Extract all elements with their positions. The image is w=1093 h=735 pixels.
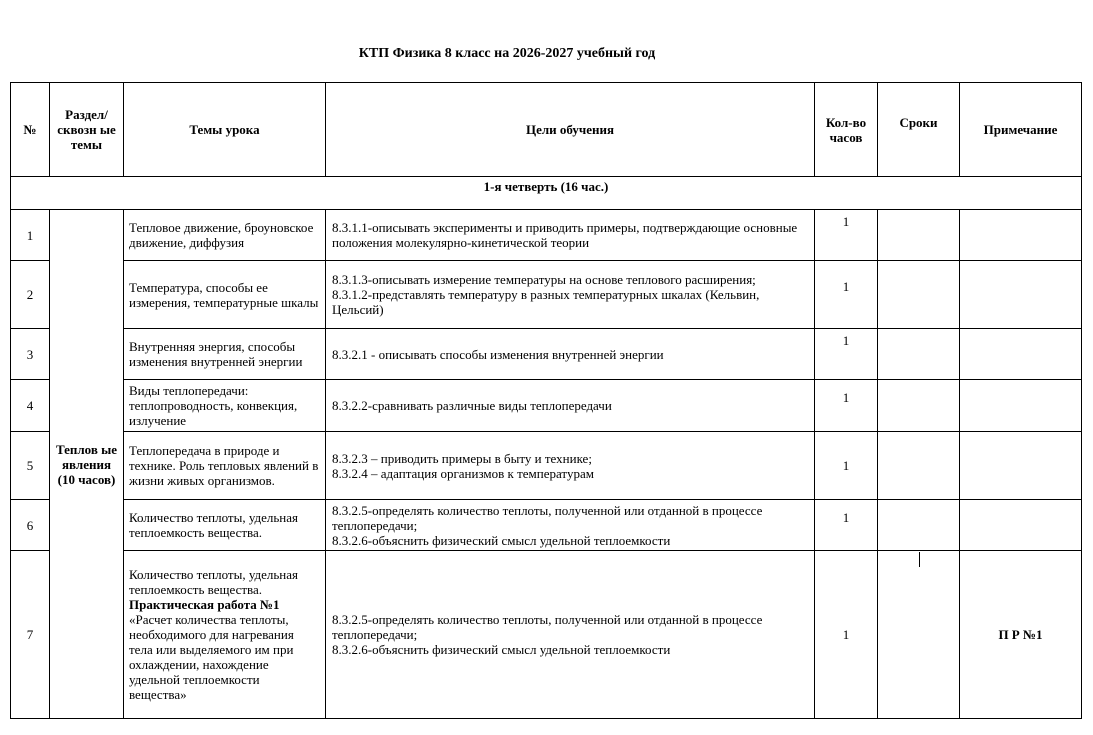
document-title: КТП Физика 8 класс на 2026-2027 учебный год xyxy=(358,46,656,61)
quarter-label: 1-я четверть (16 час.) xyxy=(11,177,1082,210)
goal-line: 8.3.1.2-представлять температуру в разных температурных шкалах (Кельвин, Цельсий) xyxy=(332,287,760,317)
header-goals: Цели обучения xyxy=(326,83,815,177)
header-note: Примечание xyxy=(960,83,1082,177)
table-row xyxy=(11,261,1082,329)
row-topic: Температура, способы ее измерения, температурные шкалы xyxy=(124,261,326,329)
row-goals xyxy=(326,261,815,329)
row-hours: 1 xyxy=(815,500,878,551)
row-topic: Внутренняя энергия, способы изменения внутренней энергии xyxy=(124,329,326,380)
quarter-row xyxy=(11,177,1082,210)
row-num: 2 xyxy=(11,261,50,329)
header-section: Раздел/ сквозн ые темы xyxy=(50,83,124,177)
row-note[interactable] xyxy=(960,380,1082,432)
row-hours: 1 xyxy=(815,551,878,719)
row-dates[interactable] xyxy=(878,551,960,719)
row-note[interactable]: П Р №1 xyxy=(960,551,1082,719)
row-num: 3 xyxy=(11,329,50,380)
row-num: 5 xyxy=(11,432,50,500)
table-row xyxy=(11,210,1082,261)
table-row xyxy=(11,551,1082,719)
row-goals xyxy=(326,551,815,719)
row-dates[interactable] xyxy=(878,261,960,329)
table-header-row xyxy=(11,83,1082,177)
text-cursor xyxy=(919,552,920,567)
row-num: 4 xyxy=(11,380,50,432)
goal-line: 8.3.2.2-сравнивать различные виды теплопередачи xyxy=(332,398,612,413)
table-row xyxy=(11,380,1082,432)
row-note[interactable] xyxy=(960,261,1082,329)
row-goals xyxy=(326,432,815,500)
goal-line: 8.3.1.3-описывать измерение температуры на основе теплового расширения; xyxy=(332,272,756,287)
practical-work-label: Практическая работа №1 xyxy=(129,597,280,612)
row-hours: 1 xyxy=(815,432,878,500)
row-note[interactable] xyxy=(960,500,1082,551)
row-dates[interactable] xyxy=(878,210,960,261)
row-dates[interactable] xyxy=(878,432,960,500)
row-topic: Тепловое движение, броуновское движение, диффузия xyxy=(124,210,326,261)
topic-text: «Расчет количества теплоты, необходимого для нагревания тела или выделяемого им при охлаждении, нахождение удельной теплоемкости вещества» xyxy=(129,612,294,702)
goal-line: 8.3.2.4 – адаптация организмов к температурам xyxy=(332,465,594,481)
curriculum-table xyxy=(10,82,1082,719)
row-hours: 1 xyxy=(815,210,878,261)
row-topic xyxy=(124,551,326,719)
topic-text: Количество теплоты, удельная теплоемкость вещества. xyxy=(129,567,299,597)
goal-line: 8.3.2.1 - описывать способы изменения внутренней энергии xyxy=(332,346,664,362)
table-row xyxy=(11,329,1082,380)
row-num: 6 xyxy=(11,500,50,551)
section-cell: Теплов ые явления (10 часов) xyxy=(50,210,124,719)
row-goals xyxy=(326,380,815,432)
row-goals xyxy=(326,210,815,261)
row-note[interactable] xyxy=(960,210,1082,261)
table-row xyxy=(11,432,1082,500)
row-topic: Количество теплоты, удельная теплоемкость вещества. xyxy=(124,500,326,551)
goal-line: 8.3.2.5-определять количество теплоты, полученной или отданной в процессе теплопередачи; xyxy=(332,612,763,642)
goal-line: 8.3.2.6-объяснить физический смысл удельной теплоемкости xyxy=(332,642,671,657)
row-note[interactable] xyxy=(960,329,1082,380)
header-dates: Сроки xyxy=(878,83,960,177)
row-note[interactable] xyxy=(960,432,1082,500)
header-num: № xyxy=(11,83,50,177)
row-num: 7 xyxy=(11,551,50,719)
row-dates[interactable] xyxy=(878,329,960,380)
table-row xyxy=(11,500,1082,551)
row-goals xyxy=(326,329,815,380)
row-topic: Виды теплопередачи: теплопроводность, конвекция, излучение xyxy=(124,380,326,432)
goal-line: 8.3.1.1-описывать эксперименты и приводить примеры, подтверждающие основные положения молекулярно-кинетической теории xyxy=(332,220,798,250)
row-hours: 1 xyxy=(815,329,878,380)
row-topic: Теплопередача в природе и технике. Роль тепловых явлений в жизни живых организмов. xyxy=(124,432,326,500)
header-hours: Кол-во часов xyxy=(815,83,878,177)
row-dates[interactable] xyxy=(878,500,960,551)
row-dates[interactable] xyxy=(878,380,960,432)
row-hours: 1 xyxy=(815,380,878,432)
goal-line: 8.3.2.6-объяснить физический смысл удельной теплоемкости xyxy=(332,532,671,548)
row-goals xyxy=(326,500,815,551)
header-topic: Темы урока xyxy=(124,83,326,177)
goal-line: 8.3.2.5-определять количество теплоты, полученной или отданной в процессе теплопередачи; xyxy=(332,502,763,533)
row-num: 1 xyxy=(11,210,50,261)
goal-line: 8.3.2.3 – приводить примеры в быту и технике; xyxy=(332,450,592,466)
row-hours: 1 xyxy=(815,261,878,329)
